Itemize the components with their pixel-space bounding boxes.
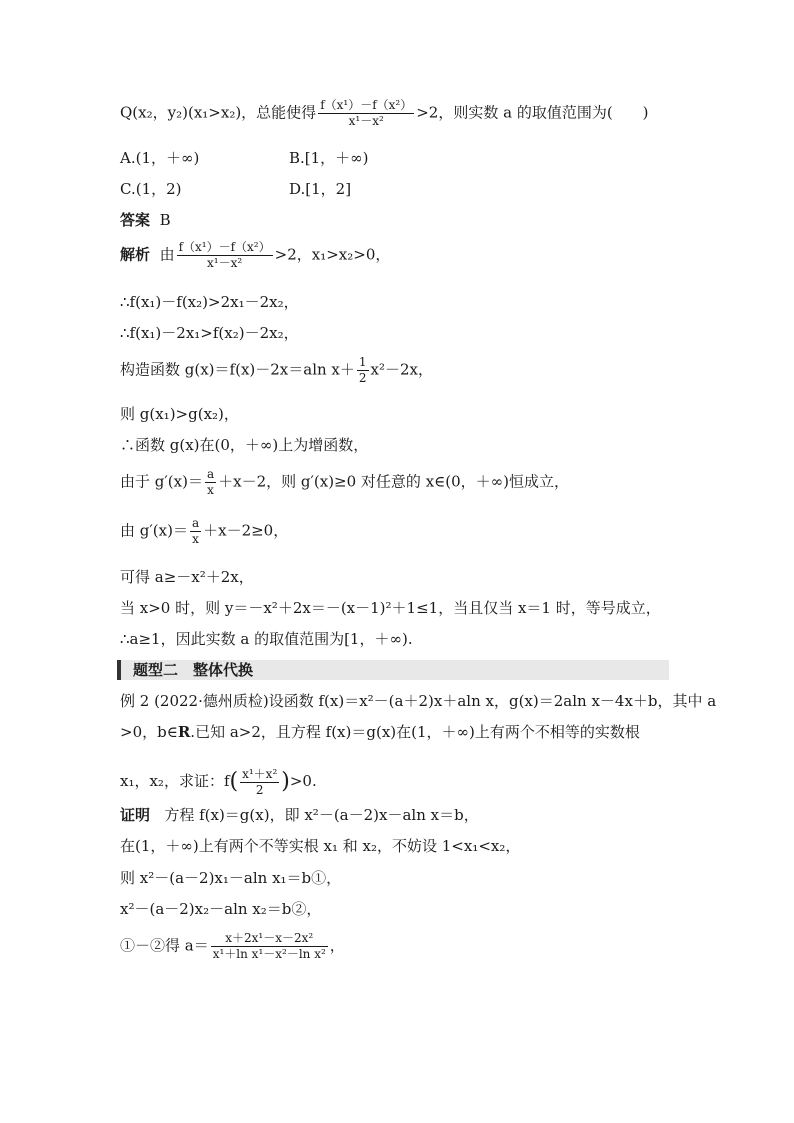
question-stem-suffix: >2，则实数 a 的取值范围为( ) bbox=[416, 103, 649, 122]
example-line-1: 例 2 (2022·德州质检)设函数 f(x)＝x²－(a＋2)x＋aln x，g(x)＝2aln x－4x＋b，其中 a bbox=[120, 692, 717, 710]
analysis-line-6-fraction bbox=[205, 467, 216, 498]
analysis-line-10: ∴a≥1，因此实数 a 的取值范围为[1，＋∞). bbox=[120, 630, 413, 648]
proof-line-5-post: ， bbox=[329, 936, 345, 955]
right-paren-glyph: ) bbox=[281, 769, 290, 794]
analysis-line-7-post: ＋x－2≥0， bbox=[203, 521, 289, 540]
analysis-line-3-denominator: 2 bbox=[358, 371, 367, 385]
analysis-line-7-fraction bbox=[190, 516, 201, 547]
proof-label: 证明 bbox=[120, 806, 151, 824]
question-fraction-denominator: x¹－x² bbox=[348, 114, 384, 128]
proof-line-5-numerator: x＋2x¹－x－2x² bbox=[211, 931, 328, 947]
analysis-line-6 bbox=[120, 467, 569, 498]
analysis-line-4: 则 g(x₁)>g(x₂)， bbox=[120, 405, 239, 423]
section-header-marker bbox=[117, 660, 121, 680]
analysis-line-6-post: ＋x－2，则 g′(x)≥0 对任意的 x∈(0，＋∞)恒成立， bbox=[218, 472, 570, 491]
left-paren-glyph: ( bbox=[229, 769, 239, 794]
analysis-line-5: ∴函数 g(x)在(0，＋∞)上为增函数， bbox=[120, 436, 369, 454]
analysis-line-7-denominator: x bbox=[192, 532, 199, 546]
analysis-intro bbox=[120, 240, 390, 271]
question-stem bbox=[120, 98, 649, 129]
example-line-3-post: >0. bbox=[289, 772, 317, 790]
section-header bbox=[117, 660, 677, 680]
example-line-2-post: .已知 a>2，且方程 f(x)＝g(x)在(1，＋∞)上有两个不相等的实数根 bbox=[190, 723, 640, 741]
question-fraction bbox=[318, 98, 414, 129]
proof-line-5 bbox=[120, 931, 345, 962]
analysis-line-7 bbox=[120, 516, 288, 547]
answer-value: B bbox=[159, 211, 171, 229]
section-title: 题型二 整体代换 bbox=[133, 661, 254, 679]
example-line-3-numerator: x¹＋x² bbox=[242, 766, 278, 781]
example-line-3-fraction bbox=[240, 767, 279, 798]
analysis-intro-suffix: >2，x₁>x₂>0， bbox=[274, 245, 391, 264]
option-d: D.[1，2] bbox=[289, 180, 352, 198]
example-line-3 bbox=[120, 762, 317, 802]
analysis-line-6-denominator: x bbox=[207, 483, 214, 497]
analysis-line-6-pre: 由于 g′(x)＝ bbox=[120, 472, 203, 491]
analysis-line-7-numerator: a bbox=[191, 516, 200, 530]
proof-line-4: x²－(a－2)x₂－aln x₂＝b②， bbox=[120, 900, 322, 918]
analysis-label: 解析 bbox=[120, 245, 151, 264]
analysis-line-3-pre: 构造函数 g(x)＝f(x)－2x＝aln x＋ bbox=[120, 360, 355, 379]
analysis-line-3 bbox=[120, 355, 433, 386]
analysis-intro-text: 由 bbox=[159, 245, 175, 264]
analysis-line-2: ∴f(x₁)－2x₁>f(x₂)－2x₂， bbox=[120, 324, 299, 342]
example-line-3-denominator: 2 bbox=[255, 782, 264, 797]
option-c: C.(1，2) bbox=[120, 180, 182, 198]
analysis-fraction bbox=[177, 240, 273, 271]
analysis-line-6-numerator: a bbox=[206, 467, 215, 481]
proof-line-1-text: 方程 f(x)＝g(x)，即 x²－(a－2)x－aln x＝b， bbox=[164, 806, 479, 824]
analysis-line-1: ∴f(x₁)－f(x₂)>2x₁－2x₂， bbox=[120, 293, 299, 311]
example-line-2-pre: >0，b∈ bbox=[120, 723, 178, 741]
proof-line-5-denominator: x¹＋ln x¹－x²－ln x² bbox=[212, 947, 326, 961]
proof-line-5-fraction bbox=[211, 931, 328, 962]
analysis-line-3-fraction bbox=[357, 355, 369, 386]
analysis-line-3-post: x²－2x， bbox=[370, 360, 434, 379]
answer-label: 答案 bbox=[120, 211, 151, 229]
proof-line-2: 在(1，＋∞)上有两个不等实根 x₁ 和 x₂，不妨设 1<x₁<x₂， bbox=[120, 837, 521, 855]
example-line-2 bbox=[120, 722, 640, 742]
example-line-3-pre: x₁，x₂，求证：f bbox=[120, 772, 230, 790]
analysis-line-7-pre: 由 g′(x)＝ bbox=[120, 521, 188, 540]
analysis-line-8: 可得 a≥－x²＋2x， bbox=[120, 568, 254, 586]
question-fraction-numerator: f（x¹）－f（x²） bbox=[320, 98, 413, 112]
analysis-fraction-numerator: f（x¹）－f（x²） bbox=[178, 240, 271, 254]
analysis-line-3-numerator: 1 bbox=[358, 355, 367, 369]
proof-line-5-pre: ①－②得 a＝ bbox=[120, 936, 209, 955]
option-b: B.[1，＋∞) bbox=[289, 149, 369, 167]
proof-line-3: 则 x²－(a－2)x₁－aln x₁＝b①， bbox=[120, 869, 342, 887]
analysis-fraction-denominator: x¹－x² bbox=[207, 256, 243, 270]
analysis-line-9: 当 x>0 时，则 y＝－x²＋2x＝－(x－1)²＋1≤1，当且仅当 x＝1 时，等号成立， bbox=[120, 599, 661, 617]
proof-line-1 bbox=[120, 805, 479, 825]
option-a: A.(1，＋∞) bbox=[120, 149, 200, 167]
example-line-2-reals: R bbox=[177, 723, 191, 741]
question-stem-prefix: Q(x₂，y₂)(x₁>x₂)，总能使得 bbox=[120, 103, 317, 122]
answer-line bbox=[120, 210, 171, 230]
